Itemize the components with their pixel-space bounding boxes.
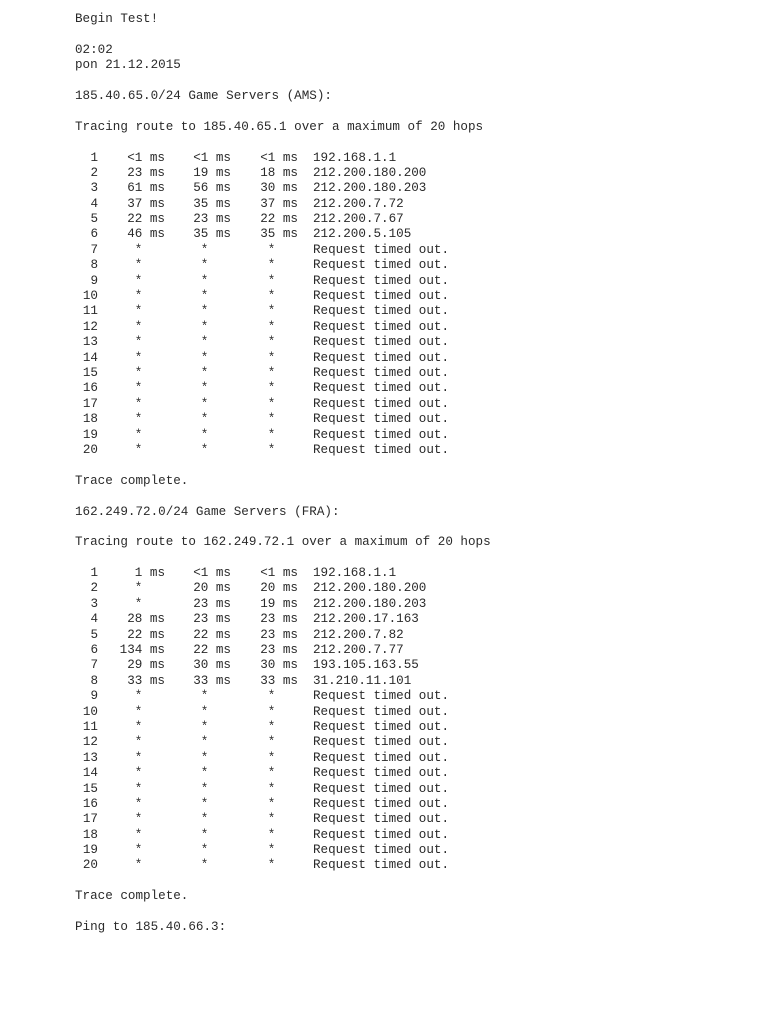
hop-number: 4 bbox=[90, 196, 98, 211]
hop-host: Request timed out. bbox=[313, 381, 450, 396]
hop-host: 212.200.7.77 bbox=[313, 643, 404, 658]
rtt-2: * bbox=[200, 273, 231, 288]
rtt-1: * bbox=[134, 596, 165, 611]
hop-number: 8 bbox=[90, 673, 98, 688]
hop-number: 2 bbox=[90, 581, 98, 596]
hop-host: 212.200.7.67 bbox=[313, 212, 404, 227]
rtt-1: * bbox=[134, 766, 165, 781]
spacer bbox=[75, 458, 755, 473]
table-row bbox=[75, 151, 755, 166]
server-heading-ams: 185.40.65.0/24 Game Servers (AMS): bbox=[75, 88, 332, 103]
spacer bbox=[75, 551, 755, 566]
table-row bbox=[75, 751, 755, 766]
rtt-2: * bbox=[200, 319, 231, 334]
rtt-1: * bbox=[134, 735, 165, 750]
hop-host: Request timed out. bbox=[313, 242, 450, 257]
rtt-1: * bbox=[134, 381, 165, 396]
hop-number: 5 bbox=[90, 212, 98, 227]
rtt-1: 1 ms bbox=[134, 566, 165, 581]
rtt-3: * bbox=[267, 427, 298, 442]
trace-header-fra: Tracing route to 162.249.72.1 over a maximum of 20 hops bbox=[75, 535, 491, 550]
hop-number: 5 bbox=[90, 627, 98, 642]
rtt-1: * bbox=[134, 319, 165, 334]
rtt-3: * bbox=[267, 396, 298, 411]
rtt-1: * bbox=[134, 242, 165, 257]
begin-line: Begin Test! bbox=[75, 12, 159, 26]
rtt-2: * bbox=[200, 843, 231, 858]
hop-host: Request timed out. bbox=[313, 365, 450, 380]
rtt-3: * bbox=[267, 689, 298, 704]
rtt-2: <1 ms bbox=[193, 566, 231, 581]
hop-host: Request timed out. bbox=[313, 750, 450, 765]
rtt-2: * bbox=[200, 704, 231, 719]
table-row bbox=[75, 628, 755, 643]
hop-host: 212.200.5.105 bbox=[313, 227, 412, 242]
rtt-3: 22 ms bbox=[260, 212, 298, 227]
rtt-2: 19 ms bbox=[193, 165, 231, 180]
hop-number: 10 bbox=[82, 704, 98, 719]
table-row bbox=[75, 289, 755, 304]
hop-number: 7 bbox=[90, 658, 98, 673]
rtt-3: * bbox=[267, 781, 298, 796]
rtt-2: * bbox=[200, 735, 231, 750]
rtt-1: 22 ms bbox=[127, 627, 165, 642]
hop-host: 212.200.180.203 bbox=[313, 181, 427, 196]
hop-number: 6 bbox=[90, 227, 98, 242]
table-row bbox=[75, 243, 755, 258]
rtt-3: 23 ms bbox=[260, 627, 298, 642]
hop-host: 212.200.7.72 bbox=[313, 196, 404, 211]
table-row bbox=[75, 597, 755, 612]
rtt-1: 22 ms bbox=[127, 212, 165, 227]
rtt-2: * bbox=[200, 827, 231, 842]
rtt-3: * bbox=[267, 319, 298, 334]
rtt-2: * bbox=[200, 289, 231, 304]
rtt-2: 22 ms bbox=[193, 627, 231, 642]
rtt-1: 37 ms bbox=[127, 196, 165, 211]
rtt-2: 56 ms bbox=[193, 181, 231, 196]
rtt-1: * bbox=[134, 412, 165, 427]
rtt-1: 23 ms bbox=[127, 165, 165, 180]
hop-host: Request timed out. bbox=[313, 273, 450, 288]
hop-number: 3 bbox=[90, 181, 98, 196]
hop-table-ams bbox=[75, 151, 755, 459]
table-row bbox=[75, 581, 755, 596]
rtt-2: * bbox=[200, 750, 231, 765]
date-line: pon 21.12.2015 bbox=[75, 58, 181, 73]
rtt-2: 23 ms bbox=[193, 212, 231, 227]
hop-number: 19 bbox=[82, 427, 98, 442]
time-line: 02:02 bbox=[75, 42, 113, 57]
hop-host: Request timed out. bbox=[313, 350, 450, 365]
ping-header: Ping to 185.40.66.3: bbox=[75, 920, 227, 935]
rtt-3: * bbox=[267, 289, 298, 304]
hop-host: 212.200.180.200 bbox=[313, 165, 427, 180]
rtt-1: * bbox=[134, 812, 165, 827]
hop-number: 16 bbox=[82, 381, 98, 396]
rtt-2: * bbox=[200, 689, 231, 704]
hop-number: 17 bbox=[82, 812, 98, 827]
hop-number: 14 bbox=[82, 766, 98, 781]
rtt-3: * bbox=[267, 365, 298, 380]
hop-host: Request timed out. bbox=[313, 412, 450, 427]
hop-host: Request timed out. bbox=[313, 396, 450, 411]
spacer bbox=[75, 489, 755, 504]
table-row bbox=[75, 335, 755, 350]
rtt-2: <1 ms bbox=[193, 150, 231, 165]
table-row bbox=[75, 858, 755, 873]
rtt-3: * bbox=[267, 412, 298, 427]
rtt-2: * bbox=[200, 381, 231, 396]
hop-host: 192.168.1.1 bbox=[313, 150, 397, 165]
hop-host: Request timed out. bbox=[313, 704, 450, 719]
hop-number: 6 bbox=[90, 643, 98, 658]
table-row bbox=[75, 782, 755, 797]
table-row bbox=[75, 797, 755, 812]
hop-host: 212.200.17.163 bbox=[313, 612, 419, 627]
hop-host: Request timed out. bbox=[313, 335, 450, 350]
hop-host: Request timed out. bbox=[313, 258, 450, 273]
rtt-2: * bbox=[200, 258, 231, 273]
rtt-2: 23 ms bbox=[193, 596, 231, 611]
rtt-1: * bbox=[134, 365, 165, 380]
table-row bbox=[75, 566, 755, 581]
hop-host: Request timed out. bbox=[313, 781, 450, 796]
rtt-3: <1 ms bbox=[260, 150, 298, 165]
rtt-1: <1 ms bbox=[127, 150, 165, 165]
table-row bbox=[75, 366, 755, 381]
rtt-2: * bbox=[200, 304, 231, 319]
rtt-2: * bbox=[200, 335, 231, 350]
rtt-1: * bbox=[134, 719, 165, 734]
table-row bbox=[75, 227, 755, 242]
rtt-2: * bbox=[200, 766, 231, 781]
rtt-2: * bbox=[200, 396, 231, 411]
rtt-1: * bbox=[134, 396, 165, 411]
table-row bbox=[75, 320, 755, 335]
spacer bbox=[75, 27, 755, 42]
hop-number: 15 bbox=[82, 365, 98, 380]
rtt-3: * bbox=[267, 827, 298, 842]
table-row bbox=[75, 720, 755, 735]
hop-host: Request timed out. bbox=[313, 289, 450, 304]
hop-number: 12 bbox=[82, 735, 98, 750]
rtt-1: 28 ms bbox=[127, 612, 165, 627]
rtt-2: * bbox=[200, 242, 231, 257]
rtt-1: * bbox=[134, 796, 165, 811]
rtt-2: 22 ms bbox=[193, 643, 231, 658]
table-row bbox=[75, 212, 755, 227]
rtt-2: 23 ms bbox=[193, 612, 231, 627]
rtt-3: * bbox=[267, 704, 298, 719]
table-row bbox=[75, 674, 755, 689]
hop-number: 19 bbox=[82, 843, 98, 858]
rtt-3: * bbox=[267, 843, 298, 858]
table-row bbox=[75, 258, 755, 273]
table-row bbox=[75, 658, 755, 673]
table-row bbox=[75, 351, 755, 366]
hop-number: 13 bbox=[82, 750, 98, 765]
rtt-1: 46 ms bbox=[127, 227, 165, 242]
rtt-1: * bbox=[134, 689, 165, 704]
spacer bbox=[75, 874, 755, 889]
rtt-2: * bbox=[200, 350, 231, 365]
hop-number: 11 bbox=[82, 719, 98, 734]
table-row bbox=[75, 274, 755, 289]
rtt-2: * bbox=[200, 781, 231, 796]
hop-host: Request timed out. bbox=[313, 827, 450, 842]
table-row bbox=[75, 643, 755, 658]
hop-host: 31.210.11.101 bbox=[313, 673, 412, 688]
rtt-1: 134 ms bbox=[119, 643, 165, 658]
hop-host: Request timed out. bbox=[313, 735, 450, 750]
hop-number: 16 bbox=[82, 796, 98, 811]
hop-number: 20 bbox=[82, 442, 98, 457]
hop-host: 193.105.163.55 bbox=[313, 658, 419, 673]
hop-host: Request timed out. bbox=[313, 812, 450, 827]
rtt-3: * bbox=[267, 335, 298, 350]
hop-number: 10 bbox=[82, 289, 98, 304]
hop-number: 2 bbox=[90, 165, 98, 180]
rtt-2: * bbox=[200, 719, 231, 734]
hop-host: Request timed out. bbox=[313, 858, 450, 873]
rtt-2: * bbox=[200, 427, 231, 442]
rtt-1: * bbox=[134, 350, 165, 365]
hop-host: Request timed out. bbox=[313, 427, 450, 442]
rtt-2: * bbox=[200, 858, 231, 873]
rtt-3: 30 ms bbox=[260, 181, 298, 196]
hop-number: 1 bbox=[90, 566, 98, 581]
rtt-3: 20 ms bbox=[260, 581, 298, 596]
hop-number: 9 bbox=[90, 689, 98, 704]
hop-host: Request timed out. bbox=[313, 766, 450, 781]
hop-host: 212.200.180.200 bbox=[313, 581, 427, 596]
table-row bbox=[75, 428, 755, 443]
rtt-1: * bbox=[134, 843, 165, 858]
table-row bbox=[75, 843, 755, 858]
trace-header-ams: Tracing route to 185.40.65.1 over a maximum of 20 hops bbox=[75, 119, 484, 134]
hop-number: 12 bbox=[82, 319, 98, 334]
rtt-3: * bbox=[267, 719, 298, 734]
rtt-3: * bbox=[267, 273, 298, 288]
server-heading-fra: 162.249.72.0/24 Game Servers (FRA): bbox=[75, 504, 340, 519]
hop-host: Request timed out. bbox=[313, 719, 450, 734]
rtt-3: 18 ms bbox=[260, 165, 298, 180]
rtt-1: * bbox=[134, 827, 165, 842]
rtt-3: * bbox=[267, 442, 298, 457]
table-row bbox=[75, 612, 755, 627]
hop-number: 14 bbox=[82, 350, 98, 365]
hop-number: 18 bbox=[82, 827, 98, 842]
rtt-3: * bbox=[267, 858, 298, 873]
hop-number: 7 bbox=[90, 242, 98, 257]
rtt-2: 33 ms bbox=[193, 673, 231, 688]
spacer bbox=[75, 74, 755, 89]
hop-host: Request timed out. bbox=[313, 319, 450, 334]
rtt-1: * bbox=[134, 258, 165, 273]
table-row bbox=[75, 381, 755, 396]
rtt-3: 37 ms bbox=[260, 196, 298, 211]
rtt-2: 20 ms bbox=[193, 581, 231, 596]
rtt-3: * bbox=[267, 766, 298, 781]
rtt-1: * bbox=[134, 781, 165, 796]
rtt-1: * bbox=[134, 427, 165, 442]
table-row bbox=[75, 166, 755, 181]
rtt-2: 35 ms bbox=[193, 196, 231, 211]
rtt-1: 29 ms bbox=[127, 658, 165, 673]
spacer bbox=[75, 905, 755, 920]
rtt-3: * bbox=[267, 350, 298, 365]
hop-number: 4 bbox=[90, 612, 98, 627]
hop-number: 13 bbox=[82, 335, 98, 350]
hop-number: 11 bbox=[82, 304, 98, 319]
rtt-1: * bbox=[134, 704, 165, 719]
rtt-3: 35 ms bbox=[260, 227, 298, 242]
rtt-3: * bbox=[267, 750, 298, 765]
rtt-2: * bbox=[200, 412, 231, 427]
hop-host: 212.200.7.82 bbox=[313, 627, 404, 642]
trace-footer-fra: Trace complete. bbox=[75, 889, 189, 904]
table-row bbox=[75, 397, 755, 412]
rtt-3: * bbox=[267, 381, 298, 396]
table-row bbox=[75, 735, 755, 750]
table-row bbox=[75, 766, 755, 781]
rtt-3: 19 ms bbox=[260, 596, 298, 611]
hop-table-fra bbox=[75, 566, 755, 874]
rtt-2: * bbox=[200, 812, 231, 827]
rtt-3: 33 ms bbox=[260, 673, 298, 688]
rtt-3: * bbox=[267, 258, 298, 273]
spacer bbox=[75, 135, 755, 150]
trace-footer-ams: Trace complete. bbox=[75, 473, 189, 488]
hop-host: 212.200.180.203 bbox=[313, 596, 427, 611]
hop-number: 17 bbox=[82, 396, 98, 411]
rtt-1: 61 ms bbox=[127, 181, 165, 196]
rtt-1: * bbox=[134, 304, 165, 319]
spacer bbox=[75, 104, 755, 119]
rtt-3: * bbox=[267, 812, 298, 827]
rtt-1: * bbox=[134, 273, 165, 288]
hop-number: 20 bbox=[82, 858, 98, 873]
hop-host: 192.168.1.1 bbox=[313, 566, 397, 581]
rtt-1: * bbox=[134, 581, 165, 596]
rtt-3: * bbox=[267, 796, 298, 811]
hop-number: 15 bbox=[82, 781, 98, 796]
rtt-1: * bbox=[134, 335, 165, 350]
hop-number: 9 bbox=[90, 273, 98, 288]
rtt-3: 23 ms bbox=[260, 612, 298, 627]
rtt-2: * bbox=[200, 365, 231, 380]
table-row bbox=[75, 828, 755, 843]
rtt-3: 30 ms bbox=[260, 658, 298, 673]
table-row bbox=[75, 443, 755, 458]
hop-host: Request timed out. bbox=[313, 843, 450, 858]
rtt-3: <1 ms bbox=[260, 566, 298, 581]
hop-host: Request timed out. bbox=[313, 796, 450, 811]
hop-host: Request timed out. bbox=[313, 689, 450, 704]
rtt-2: 35 ms bbox=[193, 227, 231, 242]
table-row bbox=[75, 197, 755, 212]
hop-number: 1 bbox=[90, 150, 98, 165]
table-row bbox=[75, 689, 755, 704]
hop-number: 3 bbox=[90, 596, 98, 611]
hop-number: 8 bbox=[90, 258, 98, 273]
spacer bbox=[75, 520, 755, 535]
rtt-1: * bbox=[134, 750, 165, 765]
rtt-3: * bbox=[267, 304, 298, 319]
table-row bbox=[75, 412, 755, 427]
rtt-2: 30 ms bbox=[193, 658, 231, 673]
hop-host: Request timed out. bbox=[313, 442, 450, 457]
rtt-1: 33 ms bbox=[127, 673, 165, 688]
rtt-3: * bbox=[267, 735, 298, 750]
rtt-2: * bbox=[200, 796, 231, 811]
table-row bbox=[75, 181, 755, 196]
rtt-1: * bbox=[134, 289, 165, 304]
rtt-1: * bbox=[134, 858, 165, 873]
hop-host: Request timed out. bbox=[313, 304, 450, 319]
table-row bbox=[75, 812, 755, 827]
rtt-1: * bbox=[134, 442, 165, 457]
rtt-3: * bbox=[267, 242, 298, 257]
table-row bbox=[75, 304, 755, 319]
hop-number: 18 bbox=[82, 412, 98, 427]
rtt-2: * bbox=[200, 442, 231, 457]
traceroute-log bbox=[75, 12, 755, 935]
rtt-3: 23 ms bbox=[260, 643, 298, 658]
table-row bbox=[75, 705, 755, 720]
